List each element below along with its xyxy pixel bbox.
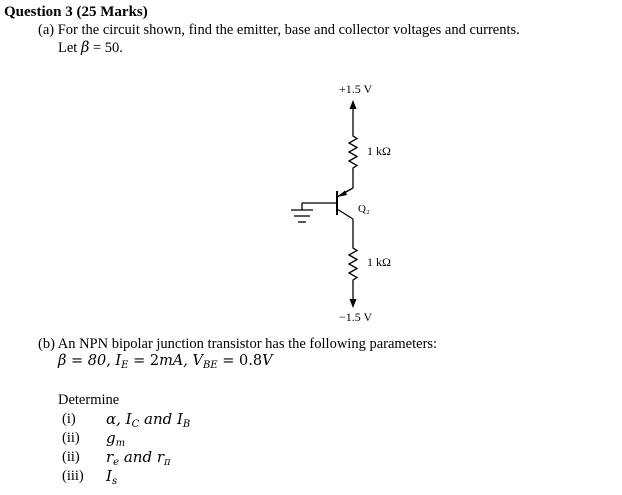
resistor-bottom-symbol	[349, 244, 357, 284]
part-b-parameters	[58, 353, 273, 371]
item-4-part-a: I	[106, 467, 112, 485]
param-vbe-symbol: , V	[183, 353, 203, 369]
param-ie-unit: mA	[159, 353, 184, 369]
item-3-sub-e: e	[113, 457, 120, 468]
param-vbe-subscript: BE	[203, 360, 218, 371]
beta-symbol: β	[80, 40, 90, 56]
determine-item-3-text	[106, 448, 171, 468]
item-2-part-a: g	[106, 429, 116, 447]
determine-item-4-number: (iii)	[62, 468, 84, 484]
beta-let-label: Let	[58, 40, 78, 56]
part-b-text: (b) An NPN bipolar junction transistor has the following parameters:	[38, 336, 438, 352]
bottom-supply-arrow-icon	[350, 299, 357, 308]
resistor-top-symbol	[349, 132, 357, 172]
transistor-emitter-lead	[337, 209, 353, 219]
supply-positive-label: +1.5 V	[339, 82, 373, 96]
determine-item-1-number: (i)	[62, 411, 76, 427]
resistor-bottom-label: 1 kΩ	[367, 255, 391, 269]
param-beta: β = 80,	[58, 353, 116, 369]
item-1-part-b: and I	[139, 410, 183, 428]
item-1-part-a: α, I	[106, 410, 132, 428]
item-3-sub-pi: π	[164, 457, 171, 468]
item-3-part-b: and r	[119, 448, 165, 466]
supply-negative-label: −1.5 V	[339, 310, 373, 324]
determine-item-2-text	[106, 429, 125, 449]
part-a-text: (a) For the circuit shown, find the emitter, base and collector voltages and currents.	[38, 22, 520, 38]
determine-heading: Determine	[58, 392, 120, 408]
beta-value: = 50.	[92, 40, 123, 56]
transistor-label: Q₂	[358, 203, 370, 215]
question-title: Question 3 (25 Marks)	[4, 4, 148, 20]
item-3-part-a: r	[106, 448, 114, 466]
item-4-sub-s: s	[111, 476, 118, 487]
item-1-sub-c: C	[131, 419, 140, 430]
determine-item-1-text	[106, 410, 190, 430]
param-vbe-unit: V	[262, 353, 273, 369]
determine-item-3-number: (ii)	[62, 449, 80, 465]
item-1-sub-b: B	[182, 419, 191, 430]
determine-item-4-text	[106, 467, 117, 487]
top-supply-arrow-icon	[350, 100, 357, 109]
param-ie-subscript: E	[121, 360, 129, 371]
param-vbe-value: = 0.8	[217, 353, 263, 369]
resistor-top-label: 1 kΩ	[367, 144, 391, 158]
param-ie-symbol: I	[115, 353, 122, 369]
determine-item-2-number: (ii)	[62, 430, 80, 446]
param-ie-value: = 2	[128, 353, 160, 369]
item-2-sub-m: m	[115, 438, 126, 449]
